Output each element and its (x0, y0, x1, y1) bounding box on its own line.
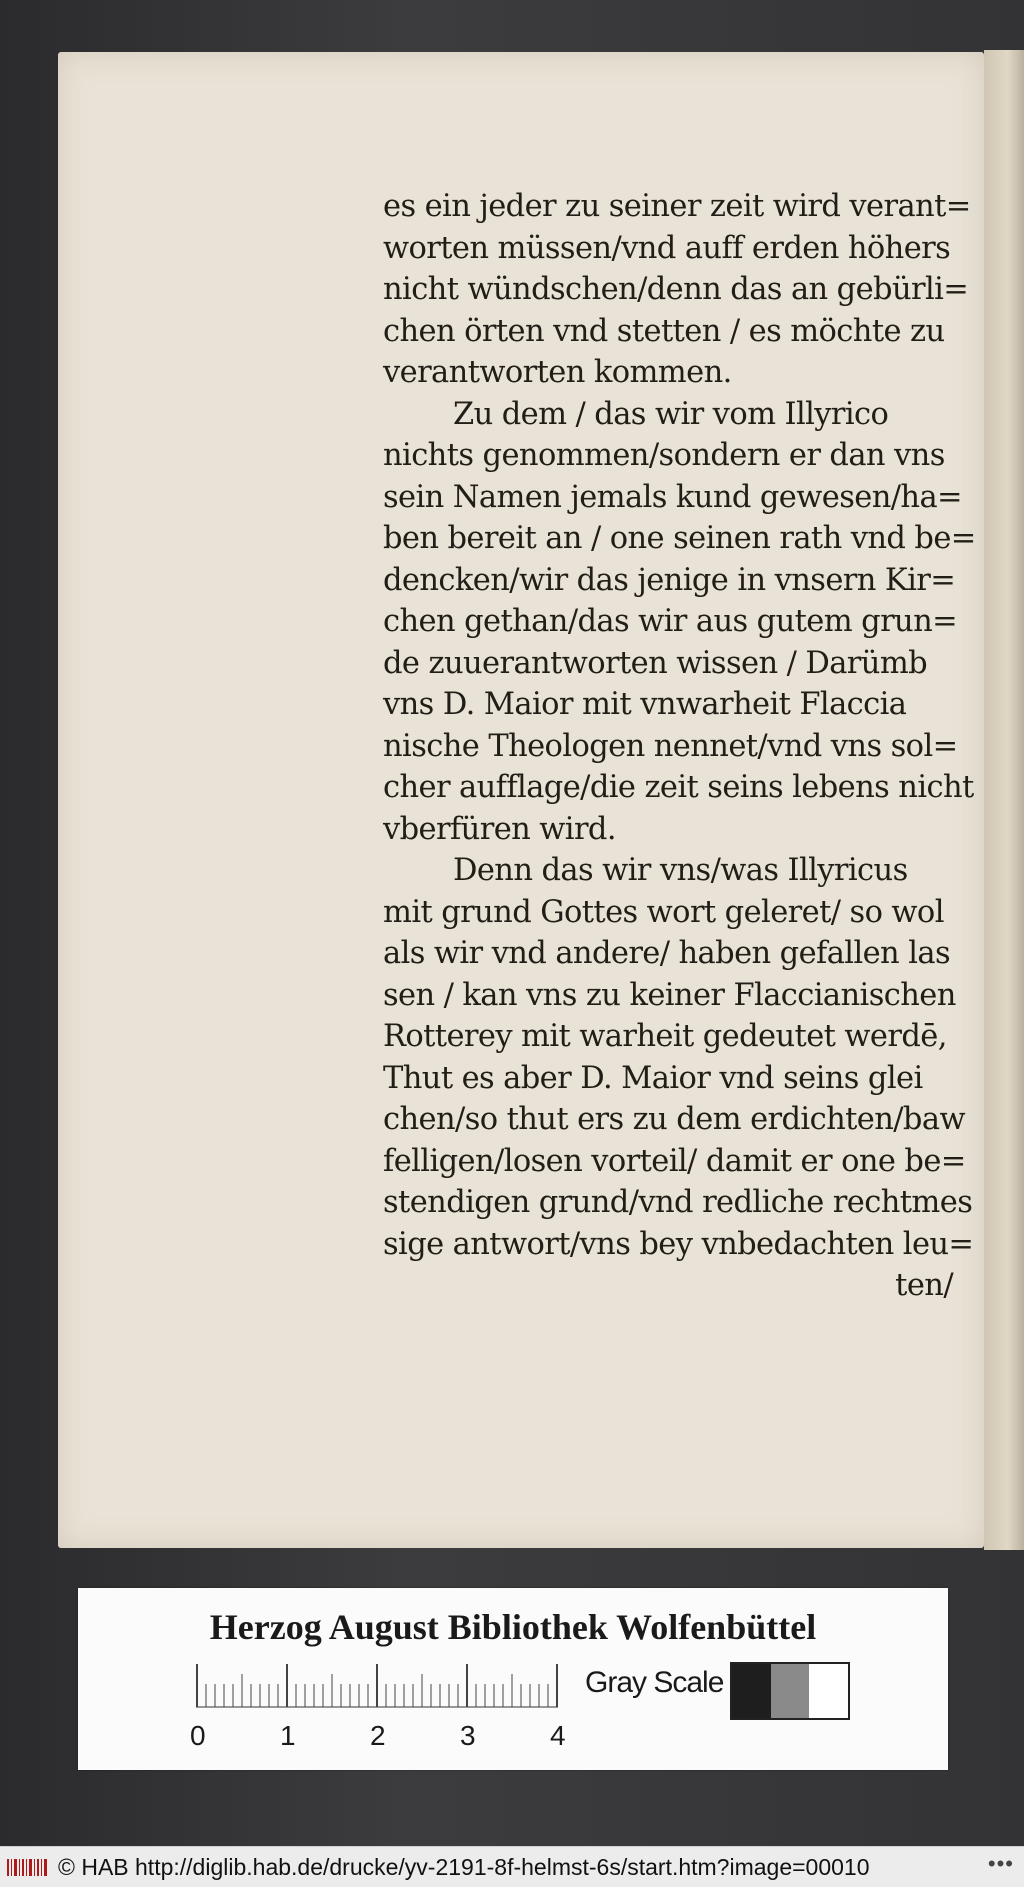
text-line: sein Namen jemals kund gewesen/ha= (383, 479, 963, 515)
text-line: Denn das wir vns/was Illyricus (453, 853, 908, 888)
text-line: felligen/losen vorteil/ damit er one be= (383, 1143, 966, 1179)
text-line: vns D. Maior mit vnwarheit Flaccia (383, 687, 907, 722)
next-leaf-edge (984, 50, 1024, 1550)
gray-scale-patches (730, 1662, 850, 1720)
gray-patch (771, 1664, 810, 1718)
ruler-number: 1 (280, 1720, 296, 1751)
text-line: Thut es aber D. Maior vnd seins glei (383, 1060, 923, 1096)
text-line: de zuuerantworten wissen / Darümb (383, 645, 928, 681)
text-line: sen / kan vns zu keiner Flaccianischen (383, 977, 956, 1013)
text-line: Rotterey mit warheit gedeutet werdē, (383, 1019, 947, 1054)
text-line: ben bereit an / one seinen rath vnd be= (383, 521, 976, 556)
text-line: verantworten kommen. (383, 355, 732, 390)
text-line: nische Theologen nennet/vnd vns sol= (383, 728, 958, 764)
calibration-card (78, 1588, 948, 1770)
text-line: nichts genommen/sondern er dan vns (383, 438, 945, 473)
text-line: chen gethan/das wir aus gutem grun= (383, 604, 958, 639)
text-line: worten müssen/vnd auff erden höhers (383, 230, 951, 266)
library-title: Herzog August Bibliothek Wolfenbüttel (209, 1607, 817, 1647)
footer-copyright-url[interactable]: © HAB http://diglib.hab.de/drucke/yv-2191-8f-helmst-6s/start.htm?image=00010 (58, 1854, 870, 1880)
text-line: ten/ (895, 1268, 953, 1303)
ruler-number: 2 (370, 1720, 386, 1751)
text-line: nicht wündschen/denn das an gebürli= (383, 272, 969, 307)
text-line: dencken/wir das jenige in vnsern Kir= (383, 562, 956, 598)
gray-patch (732, 1664, 771, 1718)
text-line: chen örten vnd stetten / es möchte zu (383, 313, 945, 349)
hab-barcode-logo-icon (6, 1856, 48, 1878)
gray-patch (809, 1664, 848, 1718)
text-line: sige antwort/vns bey vnbedachten leu= (383, 1226, 974, 1262)
ruler-scale (196, 1664, 558, 1708)
ruler-numbers (188, 1720, 568, 1754)
ruler-number: 0 (190, 1720, 206, 1751)
text-line: stendigen grund/vnd redliche rechtmes (383, 1185, 973, 1220)
ruler-number: 4 (550, 1720, 566, 1751)
text-line: Zu dem / das wir vom Illyrico (453, 396, 889, 432)
text-line: cher aufflage/die zeit seins lebens nicht (383, 770, 974, 805)
text-line: es ein jeder zu seiner zeit wird verant= (383, 189, 971, 224)
more-options-button[interactable]: ••• (987, 1851, 1014, 1876)
footer-bar (0, 1846, 1024, 1887)
page-text (383, 186, 976, 1307)
book-page (58, 52, 984, 1548)
text-line: chen/so thut ers zu dem erdichten/baw (383, 1102, 965, 1137)
gray-scale-label: Gray Scale (585, 1666, 724, 1699)
text-line: vberfüren wird. (383, 811, 616, 847)
text-line: mit grund Gottes wort geleret/ so wol (383, 894, 944, 930)
ruler-number: 3 (460, 1720, 476, 1751)
text-line: als wir vnd andere/ haben gefallen las (383, 936, 950, 971)
